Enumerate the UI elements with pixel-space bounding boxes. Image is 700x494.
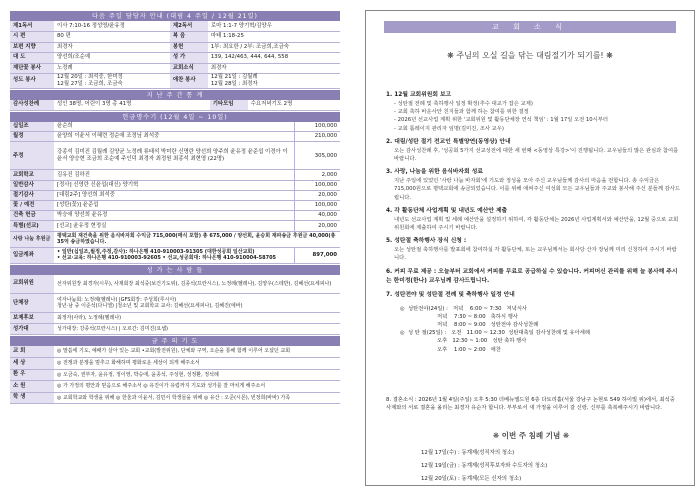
account-line-2: • 선교·교육: 하나은행 410-910003-92605 • 선교,성공회대: 하나은행 410-910004-58705 bbox=[57, 255, 277, 261]
service-value: 로마 1:1-7 양기혁/김양우 bbox=[208, 21, 340, 32]
offering-category: 교회학교 bbox=[10, 170, 54, 180]
offering-row bbox=[10, 170, 340, 180]
offering-amount: 2,000 bbox=[294, 170, 340, 180]
memo-line: 12월 19일(금) : 동계제(성직후보자와 수도자의 청소) bbox=[421, 463, 548, 469]
prayer-header: 금 주 의 기 도 bbox=[10, 335, 340, 346]
service-value: 139, 142/463, 444, 644, 558 bbox=[208, 53, 340, 64]
offering-amount: 305,000 bbox=[294, 142, 340, 170]
service-label: 제단꽃 봉사 bbox=[10, 63, 54, 74]
service-header: 다음 주일 담당자 안내 (대림 4 주일 / 12월 21일) bbox=[10, 10, 340, 21]
news-item-title: 4. 각 활동단체 사업계획 및 내년도 예산안 제출 bbox=[386, 207, 508, 214]
offering-amount: 100,000 bbox=[294, 200, 340, 210]
prayer-text: ◎ 말씀에 기도, 예배가 살아 있는 교회 •교회(발전위원), 단체와 구역, 오순을 통해 함께 이루어 오셨던 교회 bbox=[54, 346, 340, 358]
ministry-label: 보제후보 bbox=[10, 313, 54, 324]
news-item-body: 내년도 선교사업 계획 및 세례 예산안을 설정하기 위하여, 각 활동단체는 2026년 사업계획서와 예산안을, 12월 중으로 교회위원회에 제출하여 주시기 바랍니다. bbox=[394, 216, 679, 231]
offering-amount: 100,000 bbox=[294, 180, 340, 190]
account-line-1: • 일반(십일조,월정,주정,감사): 하나은행 410-910003-91305 (대한성공회 일산교회) bbox=[57, 248, 255, 255]
offering-row bbox=[10, 190, 340, 200]
ministry-value: 선자위원장 최경자(시무), 사제회장 최석중(보건기도위), 김종석(프란시스), 노정례(헬레나), 김양우(스테반), 김혜선(요세피나) bbox=[54, 275, 340, 294]
news-item-title: 5. 성탄절 축하행사 장식 신청 : bbox=[386, 238, 467, 245]
ministry-label: 교회위원 bbox=[10, 275, 54, 294]
feast-label: 성도 봉사 bbox=[10, 74, 54, 89]
prayer-label: 교 회 bbox=[10, 346, 54, 358]
news-item bbox=[386, 291, 681, 300]
ministry-row bbox=[10, 275, 340, 294]
stats-label-2: 기타모임 bbox=[210, 100, 248, 111]
service-label: 보편 지향 bbox=[10, 42, 54, 53]
news-item-body: 오는 감사성찬례 후, '성공회 5가지 선교성전에 대한 세 번째 <동영상 특강>'이 진행됩니다. 교우님들의 많은 관심과 참여를 바랍니다. bbox=[394, 147, 679, 162]
news-items bbox=[386, 91, 681, 354]
offering-amount: 20,000 bbox=[294, 190, 340, 200]
offering-category: 일반감사 bbox=[10, 180, 54, 190]
offering-category: 주정 bbox=[10, 142, 54, 170]
schedule-line: ◎ 성탄전야(24일) : 저녁 6:00 ~ 7:30 저녁식사 bbox=[400, 305, 528, 312]
ministry-label: 단체장 bbox=[10, 294, 54, 313]
offering-row bbox=[10, 132, 340, 142]
prayer-row bbox=[10, 392, 340, 404]
offering-names: [선교] 윤유정 현정실 bbox=[54, 221, 294, 231]
news-item bbox=[386, 268, 681, 286]
service-value: 양선희/조순예 bbox=[54, 53, 170, 64]
service-row bbox=[10, 21, 340, 32]
service-label: 제2독서 bbox=[170, 21, 208, 32]
offering-names: [정사] 신영란 신윤섭(대신) 양기혁 bbox=[54, 180, 294, 190]
offering-amount: 20,000 bbox=[294, 221, 340, 231]
prayer-label: 세 상 bbox=[10, 358, 54, 370]
service-value: 이사 7:10-16 정성영/윤유정 bbox=[54, 21, 170, 32]
schedule bbox=[386, 305, 681, 354]
memo-line: 12월 20일(토) : 동계제(모든 신자의 청소) bbox=[421, 476, 522, 482]
offering-row bbox=[10, 221, 340, 231]
last-week-header: 지 난 주 간 통 계 bbox=[10, 89, 340, 100]
offering-names: 강종석 김미진 김월례 김양균 노정례 류태석 박미란 신명란 양선희 양주희 윤유정 윤준섭 이경아 이윤서 양승현 조금희 조순예 주인덕 최경자 최정원 최종석 최현영 (22명) bbox=[54, 142, 294, 170]
memo-title: ❋ 이번 주 침례 기념 ❋ bbox=[492, 431, 570, 440]
offering-row bbox=[10, 211, 340, 221]
service-table bbox=[10, 21, 340, 89]
prayer-label: 학 생 bbox=[10, 392, 54, 404]
offering-row bbox=[10, 200, 340, 210]
wedding-news: 8. 결혼소식 : 2026년 1월 4일(주일) 오후 5:30 더베뉴엘드원 6층 다토리홀(서울 강남구 논현로 549 하이빌 위)에서, 최석중 사제와의 서로 결혼을 올리는 최경자 유순자 합니다. 부부로서 새 가정을 이루어 갈 신랑, 신부를 축복해주시기 바랍니다. bbox=[386, 397, 675, 412]
stats-value: 성인 38명, 어린이 3명 총 41명 bbox=[54, 100, 210, 111]
news-item bbox=[386, 138, 681, 163]
service-value: 최경자 bbox=[208, 63, 340, 74]
ministry-value: 여자나눔회: 노정례(헬레나) |GFS회장: 주성희(루시아) 청년·남 중 이준석(다니엘) |청소년 및 교회학교 교사: 김혜선(요세피나), 김혜진(에바) bbox=[54, 294, 340, 313]
service-label: 대 도 bbox=[10, 53, 54, 64]
schedule-line: 오후 1:00 ~ 2:00 애찬 bbox=[400, 346, 501, 353]
service-row bbox=[10, 32, 340, 43]
ministry-row bbox=[10, 324, 340, 335]
ministry-value: 최정자(사라), 노정례(헬레나) bbox=[54, 313, 340, 324]
offering-category: 월정 bbox=[10, 132, 54, 142]
schedule-line: 오후 12:30 ~ 1:00 성탄 축하 행사 bbox=[400, 338, 527, 345]
feast-row bbox=[10, 74, 340, 89]
news-item-title: 1. 12월 교회위원회 보고 bbox=[386, 92, 452, 98]
service-label: 시 편 bbox=[10, 32, 54, 43]
offering-names: [성탄(꽃)] 윤준섭 bbox=[54, 200, 294, 210]
feast-value: 12월 21일 : 김월례 12월 28일 : 최경자 bbox=[208, 74, 340, 89]
service-label: 교회소식 bbox=[170, 63, 208, 74]
feast-value: 12월 20일 : 최석중, 한미정 12월 27일 : 조금희, 조금숙 bbox=[54, 74, 170, 89]
news-item-title: 6. 커피 무료 제공 : 오늘부터 교회에서 커피를 무료로 공급하실 수 있습니다. 커피머신 관리를 위해 늘 봉사해 주시는 한미정(한나) 교우님께 감사드립니다. bbox=[386, 268, 678, 284]
prayer-text: ◎ 가 가정의 평안과 믿음으로 해주소서 ◎ 유진이가 유럽까지 기도와 성가를 잘 마치게 해주소서 bbox=[54, 381, 340, 393]
right-page bbox=[365, 10, 695, 486]
offering-category: 특별(선교) bbox=[10, 221, 54, 231]
memo-list bbox=[421, 447, 671, 486]
ministry-row bbox=[10, 294, 340, 313]
feast-label: 애찬 봉사 bbox=[170, 74, 208, 89]
offering-names: [대림2주] 양선희 최석중 bbox=[54, 190, 294, 200]
schedule-line: 저녁 7:30 ~ 8:00 축하식 행사 bbox=[400, 313, 518, 320]
account-lines bbox=[54, 247, 294, 263]
service-value: 80 편 bbox=[54, 32, 170, 43]
ministry-table bbox=[10, 275, 340, 336]
prayer-row bbox=[10, 358, 340, 370]
offering-row bbox=[10, 122, 340, 132]
service-label: 복 음 bbox=[170, 32, 208, 43]
service-value: 마태 1:18-25 bbox=[208, 32, 340, 43]
prayer-label: 소 원 bbox=[10, 381, 54, 393]
ministry-header: 성 가 는 사 람 들 bbox=[10, 264, 340, 275]
memo-line: 12월 17일(수) : 동계제(성직자의 청소) bbox=[421, 450, 515, 456]
offering-names: 김유진 김하진 bbox=[54, 170, 294, 180]
offering-amount: 210,000 bbox=[294, 132, 340, 142]
service-label: 제1독서 bbox=[10, 21, 54, 32]
stats-value-2: 수요저녁기도 2명 bbox=[248, 100, 340, 111]
service-row bbox=[10, 53, 340, 64]
account-label: 입금계좌 bbox=[10, 247, 54, 263]
ministry-value: 성가대장: 강종석(프란시스) | 오르간: 김미진(요셉) bbox=[54, 324, 340, 335]
prayer-row bbox=[10, 381, 340, 393]
offering-names: 윤양희 이윤서 이혜련 정순애 조정님 최석중 bbox=[54, 132, 294, 142]
prayer-text: ◎ 전쟁과 분쟁을 멈추고 화해하며 평화로운 세상이 되게 해주소서 bbox=[54, 358, 340, 370]
prayer-row bbox=[10, 369, 340, 381]
ministry-row bbox=[10, 313, 340, 324]
prayer-table bbox=[10, 346, 340, 404]
schedule-line: ◎ 성 탄 절(25일) : 오전 11:00 ~ 12:30 성탄대축일 감사성찬례 및 유아세례 bbox=[400, 330, 591, 337]
prayer-text: ◎ 오금숙, 권부자, 윤유정, 정이영, 박승애, 윤종석, 주성현, 성정환, 정석례 bbox=[54, 369, 340, 381]
advent-theme: ❋ 주님의 오실 길을 닦는 대림절기가 되기를! ❋ bbox=[447, 51, 613, 60]
offering-header: 헌금명수기 (12월 4일 ~ 10일) bbox=[10, 111, 340, 122]
offering-row bbox=[10, 180, 340, 190]
offering-names: 윤순희 bbox=[54, 122, 294, 132]
prayer-text: ◎ 교회학교와 학생을 위해 ◎ 한울과 이윤서, 김민서 학생들을 위해 ◎ 유산 : 오준(시몬), 빈정희(바바) 가족 bbox=[54, 392, 340, 404]
news-item bbox=[386, 237, 681, 262]
offering-category: 십일조 bbox=[10, 122, 54, 132]
news-item-title: 3. 사랑, 나눔을 위한 음식바자회 성료 bbox=[386, 169, 483, 176]
news-item bbox=[386, 91, 681, 133]
schedule-line: 저녁 8:00 ~ 9:00 성탄전야 감사성찬례 bbox=[400, 321, 539, 328]
stats-label: 감사성찬례 bbox=[10, 100, 54, 111]
service-value: 노정례 bbox=[54, 63, 170, 74]
offering-total: 897,000 bbox=[294, 247, 340, 263]
offering-category: 꽃 / 예전 bbox=[10, 200, 54, 210]
news-item bbox=[386, 207, 681, 232]
service-label: 성 가 bbox=[170, 53, 208, 64]
offering-table bbox=[10, 122, 340, 264]
offering-row bbox=[10, 142, 340, 170]
news-item-title: 7. 성탄전야 및 성탄절 전례 및 축하행사 일정 안내 bbox=[386, 291, 515, 298]
news-item-body: 지난 주일에 있었던 '사랑 나눔 바자회'에 기도와 정성을 모아 주신 교우님들께 감사의 마음을 전합니다. 총 수익금은 715,000원으로 평택교회에 송금되었습니다. 이를 위해 애써주신 여성회 모든 교우님들과 주교와 봉사해 주신 분들께 감사드립니다. bbox=[394, 178, 680, 201]
news-item-body: - 성탄절 전례 및 축하행사 일정 확정(추수 대교가 잡은 교제) - 교회 축하 바운사안 친지들과 함께 하는 참여를 위한 결정 - 2026년 선교사업 계획 위한 '교회위원 및 활동단체장 연석 책임' : 1월 17일 오전 10시부터 - 교회 톱레이지 관리자 임명(김미진, 조사 교우) bbox=[394, 100, 609, 132]
ministry-label: 성가대 bbox=[10, 324, 54, 335]
service-value: 최경자 bbox=[54, 42, 170, 53]
news-header: 교 회 소 식 bbox=[384, 21, 676, 33]
special-note-label: 사랑 나눔 후원금 bbox=[10, 231, 54, 247]
offering-names: 박승애 양선희 윤유정 bbox=[54, 211, 294, 221]
special-note-text: 평택교회 재건축을 위한 음식바자회 수익금 715,000(매식 포함) 총 675,000 / 양선희, 윤승희 재파송금 후원금 40,000(총 35억 송금하였습니다. bbox=[54, 231, 340, 247]
service-value: 1부: 최요한 / 2부: 조금희,조금숙 bbox=[208, 42, 340, 53]
offering-category: 절기감사 bbox=[10, 190, 54, 200]
stats-table bbox=[10, 100, 340, 111]
offering-amount: 100,000 bbox=[294, 122, 340, 132]
prayer-label: 환 우 bbox=[10, 369, 54, 381]
service-row bbox=[10, 63, 340, 74]
left-page bbox=[10, 10, 340, 486]
news-item bbox=[386, 168, 681, 202]
news-item-title: 2. 대림/성탄 절기 전교인 특별양연(동영상) 안내 bbox=[386, 138, 511, 145]
offering-category: 건축 헌금 bbox=[10, 211, 54, 221]
service-row bbox=[10, 42, 340, 53]
prayer-row bbox=[10, 346, 340, 358]
service-label: 봉헌 bbox=[170, 42, 208, 53]
news-item-body: 오는 성탄절 축하행사를 발표회에 참여하실 각 활동단체, 또는 교우님께서는 회사당 산자 장님께 미리 신청하여 주시기 바랍니다. bbox=[394, 247, 677, 262]
offering-amount: 40,000 bbox=[294, 211, 340, 221]
